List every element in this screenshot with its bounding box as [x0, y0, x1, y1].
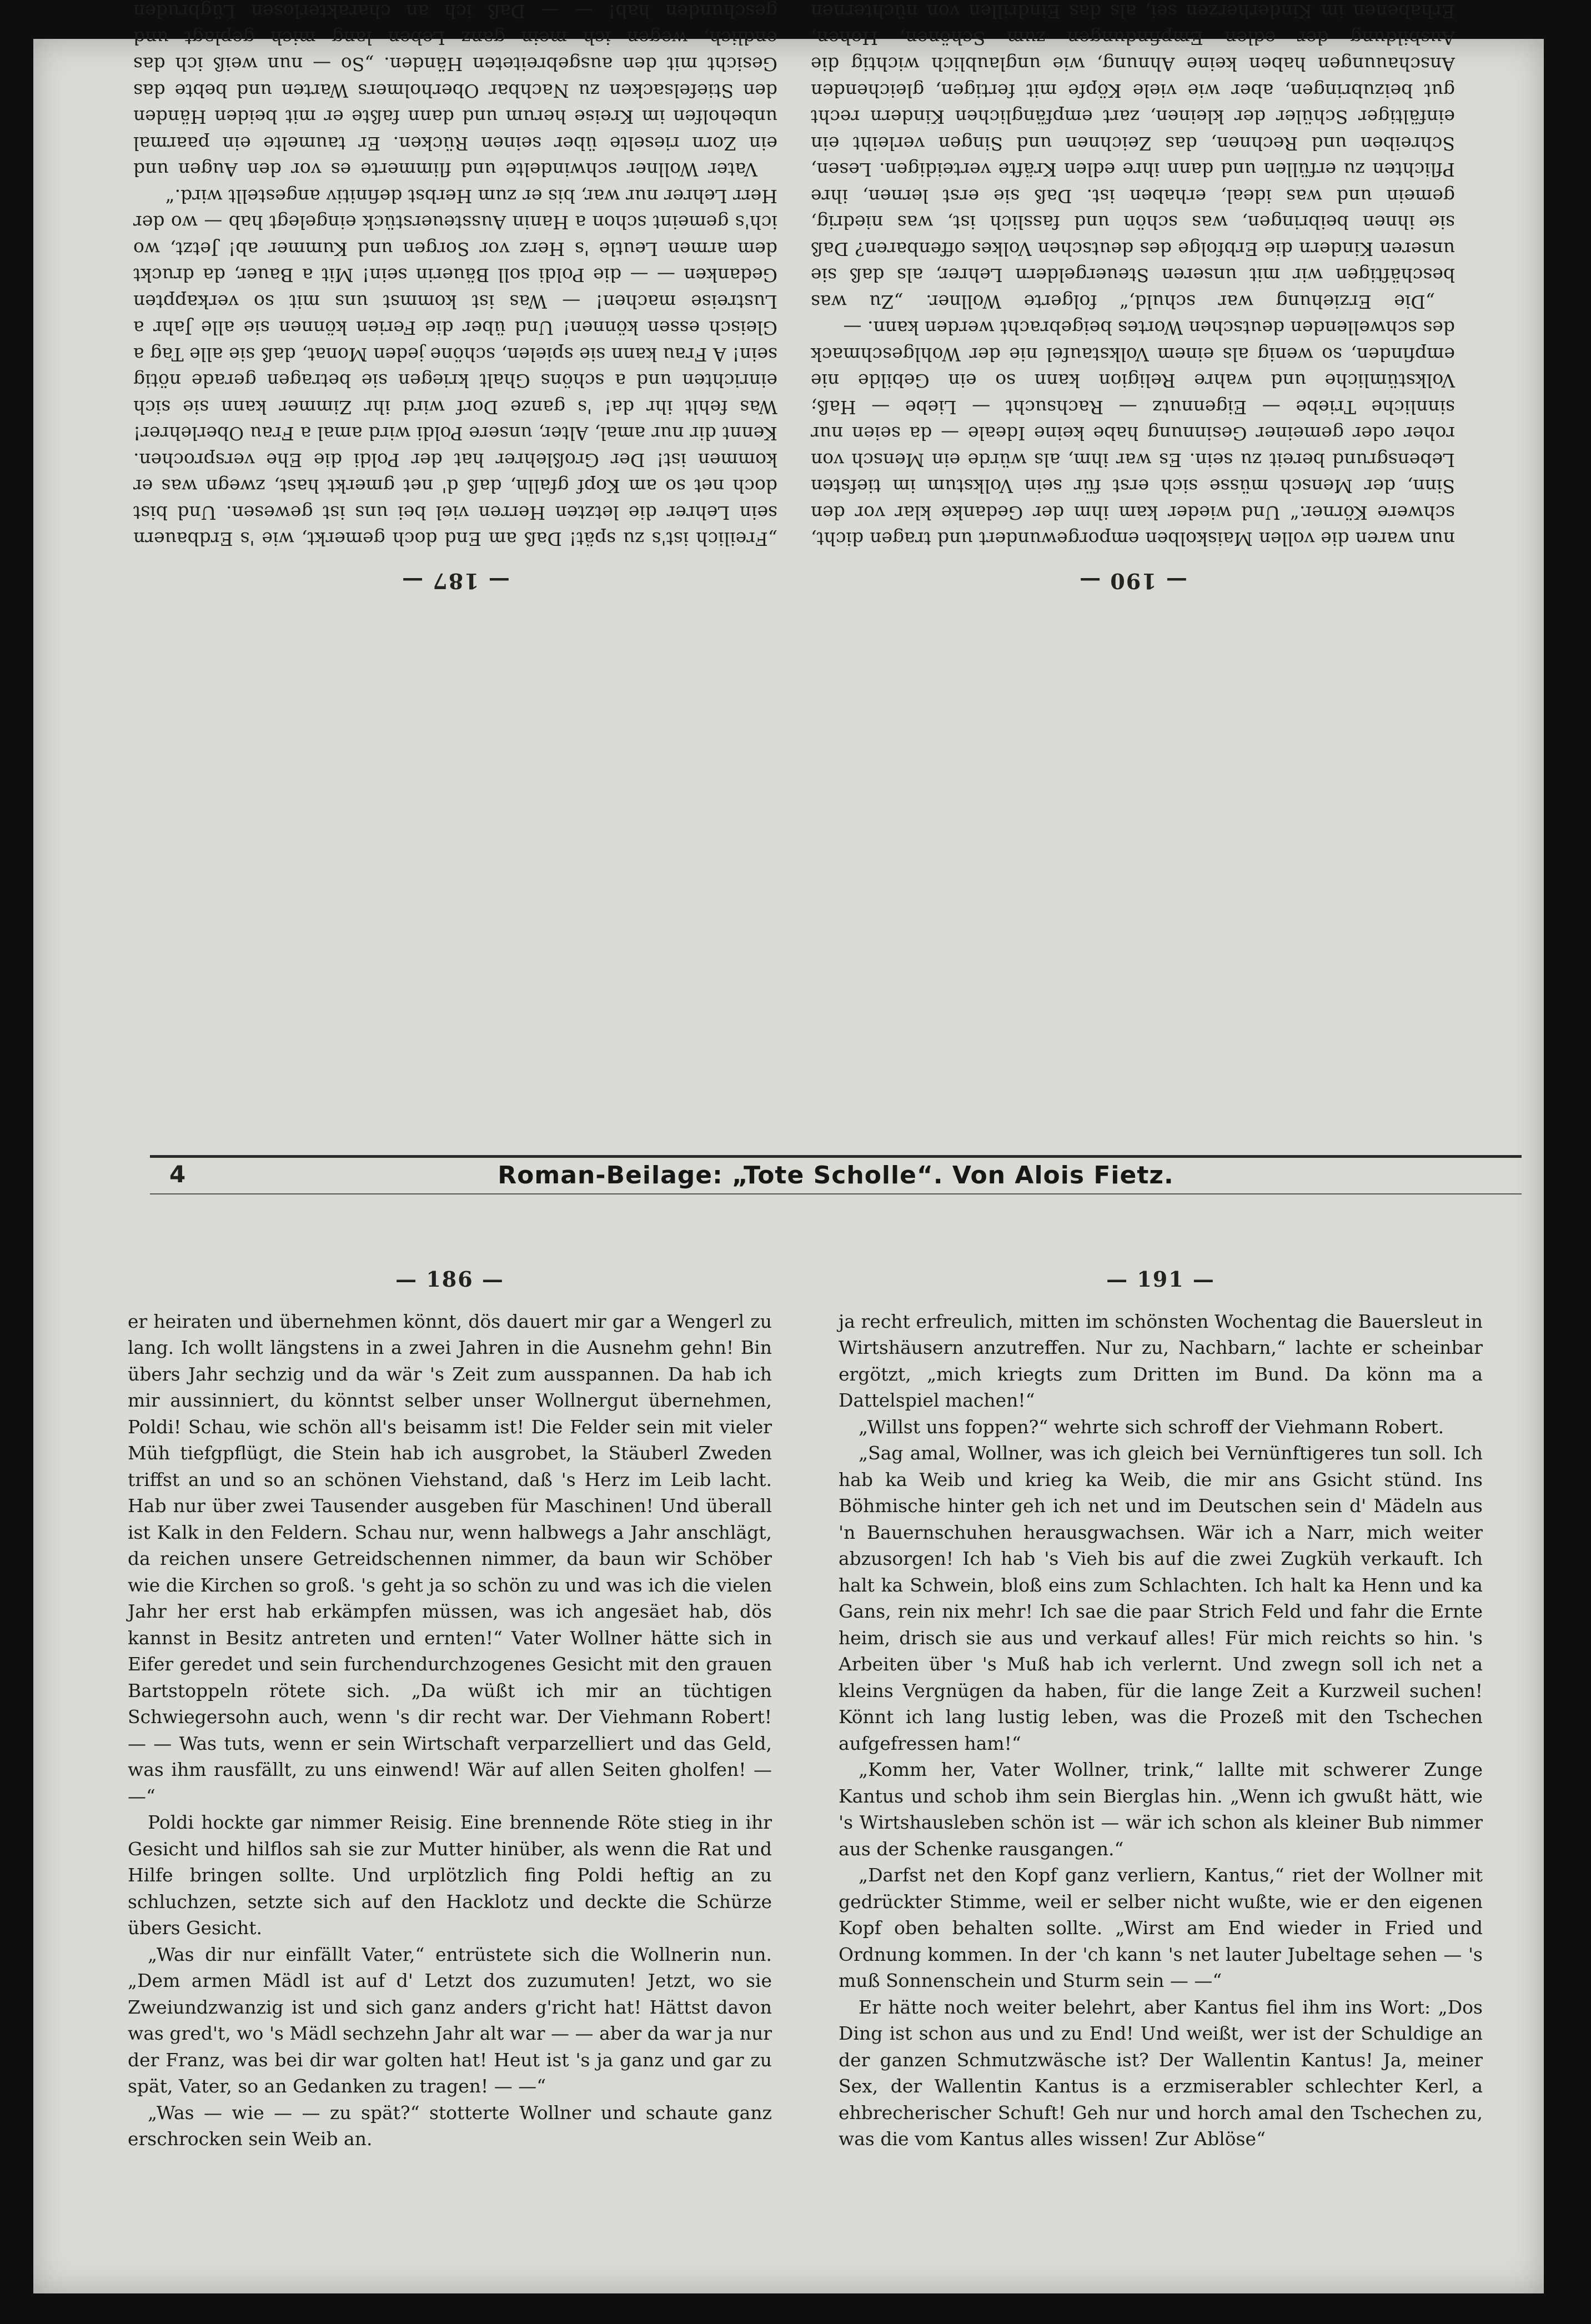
sheet-number: 4 [169, 1161, 186, 1188]
paragraph: „Die Erziehung war schuld,“ folgerte Wollner. „Zu was beschäftigen wir mit unseren Steuergeldern Lehrer, als daß sie unseren Kindern die Erbfolge des deutschen Volkes offenbaren? Daß sie ihnen beibringen, was schön und fasslich ist, was niedrig, gemein und was ideal, erhaben ist. Daß sie erst lernen, ihre Pflichten zu erfüllen und dann ihre edlen Kräfte verteidigen. Lesen, Schreiben und Rechnen, das Zeichnen und Singen verleiht ein einfältiger Schüler der kleinen, zart empfänglichen Kindern recht gut beizubringen, aber wie viele Köpfe mit fertigen, gleichenden Anschauungen haben keine Ahnung, wie unglaublich wichtig die Ausbildung der edlen Empfindungen zum Schönen, Hohen, Erhabenen im Kinderherzen sei, als das Eindrillen von nüchternen [811, 1, 1455, 313]
newspaper-sheet [33, 1, 1544, 2293]
page-number: — 186 — [395, 1267, 504, 1292]
paragraph: er heiraten und übernehmen könnt, dös dauert mir gar a Wengerl zu lang. Ich wollt längstens in a zwei Jahren in die Ausnehm gehn! Bin übers Jahr sechzig und da wär 's Zeit zum ausspannen. Da hab ich mir aussinniert, du könntst selber unser Wollnergut übernehmen, Poldi! Schau, wie schön all's beisamm ist! Die Felder sein mit vieler Müh tiefgpflügt, die Stein hab ich ausgrobet, la Stäuberl Zweden triffst an und so an schönen Viehstand, daß 's Herz im Leib lacht. Hab nur über zwei Tausender ausgeben für Maschinen! Und überall ist Kalk in den Feldern. Schau nur, wenn halbwegs a Jahr anschlägt, da reichen unsere Getreidschennen nimmer, da baun wir Schöber wie die Kirchen so groß. 's geht ja so schön zu und was ich die vielen Jahr her erst hab erkämpfen müssen, was ich angesäet hab, dös kannst in Besitz antreten und ernten!“ Vater Wollner hätte sich in Eifer geredet und sein furchendurchzogenes Gesicht mit den grauen Bartstoppeln rötete sich. „Da wüßt ich mir an tüchtigen Schwiegersohn auch, wenn 's dir recht war. Der Viehmann Robert! — — Was tuts, wenn er sein Wirtschaft verparzelliert und das Geld, was ihm rausfällt, zu uns einwend! Wär auf allen Seiten gholfen! — —“ [128, 1310, 772, 1807]
paragraph: „Willst uns foppen?“ wehrte sich schroff der Viehmann Robert. [859, 1416, 1444, 1438]
paragraph: Er hätte noch weiter belehrt, aber Kantus fiel ihm ins Wort: „Dos Ding ist schon aus und zu End! Und weißt, wer ist der Schuldige an der ganzen Schmutzwäsche ist? Der Wallentin Kantus! Ja, meiner Sex, der Wallentin Kantus is a erzmiserabler schlechter Kerl, a ehbrecherischer Schuft! Geh nur und horch amal den Tschechen zu, was die vom Kantus alles wissen! Zur Ablöse“ [839, 1996, 1483, 2150]
paragraph: „Komm her, Vater Wollner, trink,“ lallte mit schwerer Zunge Kantus und schob ihm sein Bierglas hin. „Wenn ich gwußt hätt, wie 's Wirtshausleben schön ist — wär ich schon als kleiner Bub nimmer aus der Schenke rausgangen.“ [839, 1759, 1483, 1860]
inverted-upper-pages [33, 1, 1544, 1155]
page-number: — 190 — [1078, 569, 1187, 594]
paragraph: Poldi hockte gar nimmer Reisig. Eine brennende Röte stieg in ihr Gesicht und hilflos sah sie zur Mutter hinüber, als wenn die Rat und Hilfe bringen sollte. Und urplötzlich fing Poldi heftig an zu schluchzen, setzte sich auf den Hacklotz und deckte die Schürze übers Gesicht. [128, 1811, 772, 1939]
page-number: — 187 — [401, 569, 510, 594]
paragraph: ja recht erfreulich, mitten im schönsten Wochentag die Bauersleut in Wirtshäusern anzutreffen. Nur zu, Nachbarn,“ lachte er scheinbar ergötzt, „mich kriegts zum Dritten im Bund. Da könn ma a Dattelspiel machen!“ [839, 1310, 1483, 1411]
page-187-column [133, 0, 777, 594]
paragraph: „Was — wie — — zu spät?“ stotterte Wollner und schaute ganz erschrocken sein Weib an. [128, 2101, 772, 2150]
supplement-title: Roman-Beilage: „Tote Scholle“. Von Alois Fietz. [498, 1161, 1174, 1189]
paragraph: „Was dir nur einfällt Vater,“ entrüstete sich die Wollnerin nun. „Dem armen Mädl ist auf d' Letzt dos zuzumuten! Jetzt, wo sie Zweiundzwanzig ist und sich ganz anders g'richt hat! Hättst davon was gred't, wo 's Mädl sechzehn Jahr alt war — — aber da war ja nur der Franz, was bei dir war golten hat! Heut ist 's ja ganz und gar zu spät, Vater, so an Gedanken zu tragen! — —“ [128, 1943, 772, 2097]
paragraph: „Sag amal, Wollner, was ich gleich bei Vernünftigeres tun soll. Ich hab ka Weib und krieg ka Weib, die mir ans Gsicht stünd. Ins Böhmische hinter geh ich net und im Deutschen sein d' Mädeln aus 'n Bauernschuhen herausgwachsen. Wär ich a Narr, mich weiter abzusorgen! Ich hab 's Vieh bis auf die zwei Zugküh verkauft. Ich halt ka Schwein, bloß eins zum Schlachten. Ich halt ka Henn und ka Gans, rein nix mehr! Ich sae die paar Strich Feld und fahr die Ernte heim, drisch sie aus und verkauf alles! Für mich reichts so hin. 's Arbeiten über 's Muß hab ich verlernt. Und zwegn soll ich net a kleins Vergnügen da haben, für die lange Zeit a Kurzweil suchen! Könnt ich lang lustig leben, was die Prozeß mit den Tschechen aufgefressen ham!“ [839, 1442, 1483, 1754]
page-191-column [839, 1266, 1483, 2152]
page-190-column [811, 0, 1455, 594]
paragraph: „Darfst net den Kopf ganz verliern, Kantus,“ riet der Wollner mit gedrückter Stimme, weil er selber nicht wußte, wie er den eigenen Kopf oben behalten sollte. „Wirst am End wieder in Fried und Ordnung kommen. In der 'ch kann 's net lauter Jubeltage sehen — 's muß Sonnenschein und Sturm sein — —“ [839, 1864, 1483, 1991]
paragraph: „Freilich ist's zu spät! Daß am End doch gemerkt, wie 's Erdbauern sein Lehrer die letzten Herren viel bei uns ist gewesen. Und bist doch net so am Kopf gfalln, daß d' net gmerkt hast, zwegn was er kommen ist! Der Großlehrer hat der Poldi die Ehe versprochen. Kennt dir nur amal, Alter, unsere Poldi wird amal a Frau Oberlehrer! Was fehlt ihr da! 's ganze Dorf wird ihr Zimmer kann sie sich einrichten und a schöns Ghalt kriegen sie betragen gerade nötig sein! A Frau kann sie spielen, schöne jeden Monat, daß sie alle Tag a Gleisch essen können! Und über die Ferien können sie alle Jahr a Lustreise machen! — Was ist kommst uns mit so verkappten Gedanken — — die Poldi soll Bäuerin sein! Mit a Bauer, da druckt dem armen Leutle 's Herz vor Sorgen und Kummer ab! Jetzt, wo ich's gemeint schon a Hanin Aussteuerstück eingelegt hab — wo der Herr Lehrer nur war, bis er zum Herbst definitiv angestellt wird.“ [133, 185, 777, 550]
page-number: — 191 — [1106, 1267, 1215, 1292]
page-186-column [128, 1266, 772, 2152]
paragraph: Vater Wollner schwindelte und flimmerte es vor den Augen und ein Zorn rieselte über seinen Rücken. Er taumelte ein paarmal unbeholfen im Kreise herum und dann faßte er mit beiden Händen den Stiefelsacken zu Nachbar Oberholmers Warten und bebte das Gesicht mit den ausgebreiteten Händen. „So — nun weiß ich das endlich, wegen ich mein ganz Leben lang mich geplagt und geschunden hab! — — Daß ich an charakterlosen Lügbruden [133, 1, 777, 181]
upright-lower-pages [33, 1155, 1544, 2293]
paragraph: nun waren die vollen Maiskolben emporgewundert und tragen dicht, schwere Körner.“ Und wieder kam ihm der Gedanke klar vor den Sinn, der Mensch müsse sich erst für sein Volkstum im tiefsten Lebensgrund bereit zu sein. Es war ihm, als würde ein Mensch von roher oder gemeiner Gesinnung habe keine Ideale — da seien nur sinnliche Triebe — Eigennutz — Rachsucht — Liebe — Haß; Volkstümliche und wahre Religion kann so ein Gebilde nie empfinden, so wenig als einem Volkstaufel nie der Wohlgeschmack des schwellenden deutschen Wortes beigebracht werden kann. — [811, 317, 1455, 550]
